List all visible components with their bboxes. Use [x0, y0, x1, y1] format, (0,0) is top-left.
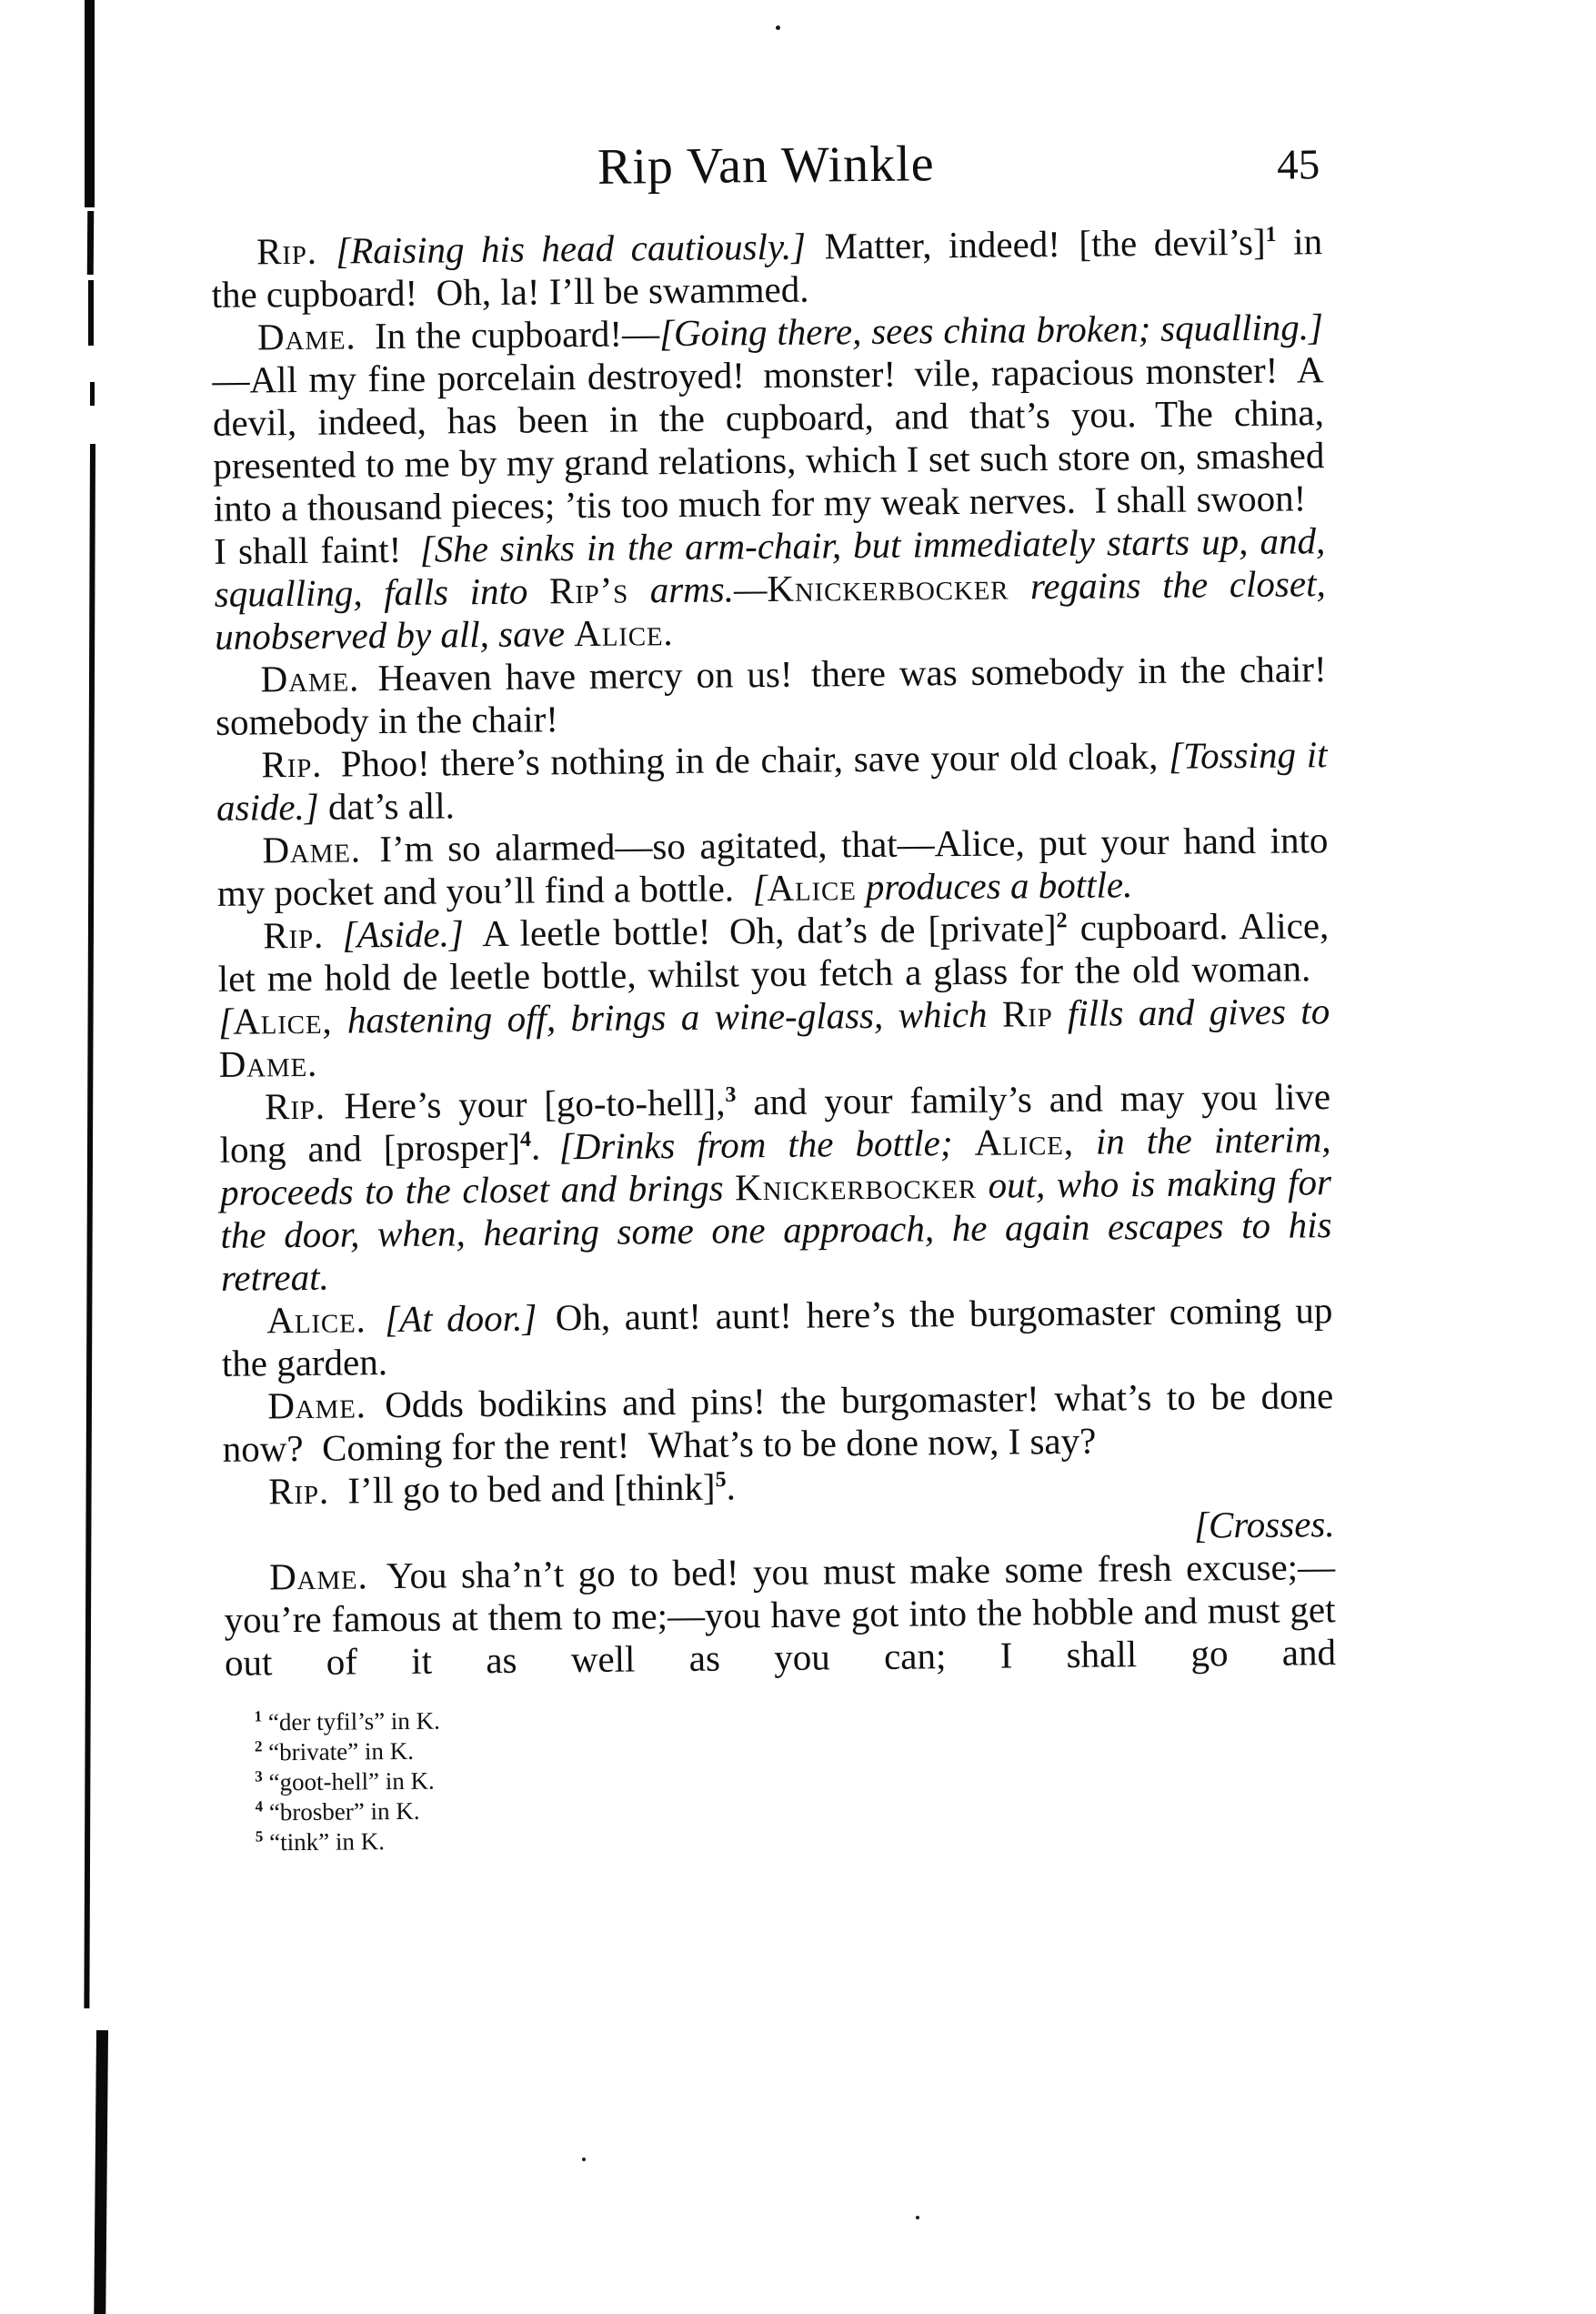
stage-direction: in the interim, proceeds to the closet and brings: [219, 1118, 1331, 1213]
play-paragraph: [217, 904, 1330, 1086]
footnote-marker: 2: [254, 1737, 263, 1756]
footnote-text: “brosber” in K.: [262, 1796, 420, 1826]
dialogue-text: [366, 1298, 385, 1340]
character-name: Rip’s: [548, 568, 629, 612]
stage-direction: regains the closet, unobserved by all, save: [214, 562, 1326, 658]
stage-direction: [At door.]: [384, 1296, 537, 1341]
dialogue-text: and your family’s and may you live long and [prosper]: [219, 1075, 1331, 1171]
dialogue-text: I’ll go to bed and [think]: [328, 1465, 716, 1512]
stage-direction: [Aside.]: [342, 912, 464, 956]
dialogue-text: in the cupboard! Oh, la! I’ll be swammed.: [211, 220, 1323, 316]
dialogue-text: .: [530, 1125, 560, 1168]
page-content: [210, 131, 1338, 1858]
dialogue-text: —All my fine porcelain destroyed! monster! vile, rapacious monster! A devil, indeed, has been in the cupboard, and that’s you. The china, presented to me by my grand relations, which I set such store on, smashed into a thousand pieces; ’tis too much for my weak nerves. I shall swoon! I shall faint!: [212, 348, 1326, 572]
character-name: Rip.: [261, 742, 323, 786]
dialogue-text: Odds bodikins and pins! the burgomaster! what’s to be done now? Coming for the rent! What’s to be done now, I say?: [222, 1374, 1334, 1470]
stage-direction: [: [752, 867, 768, 910]
character-name: Alice: [767, 866, 857, 910]
play-text: [211, 220, 1336, 1685]
character-name: Alice,: [974, 1120, 1074, 1163]
stage-direction: out, who is making for the door, when, hearing some one approach, he again escapes to his retreat.: [220, 1161, 1332, 1299]
footnote-marker: 3: [255, 1767, 263, 1786]
stage-direction: hastening off, brings a wine-glass, which: [332, 992, 1003, 1041]
binding-edge-line: [84, 444, 95, 2008]
dialogue-text: .: [726, 1465, 737, 1508]
character-name: Alice.: [266, 1298, 366, 1342]
dialogue-text: In the cupboard!—: [356, 312, 660, 357]
character-name: Rip.: [256, 229, 318, 273]
dialogue-text: I’m so alarmed—so agitated, that—Alice, put your hand into my pocket and you’ll find a bottle.: [216, 819, 1329, 914]
footnote-marker: 1: [1265, 223, 1277, 247]
footnote-text: “brivate” in K.: [262, 1736, 415, 1766]
stage-direction: produces a bottle.: [856, 863, 1133, 909]
play-paragraph: [219, 1075, 1332, 1300]
character-name: Knickerbocker: [734, 1163, 978, 1209]
ink-speck: [776, 25, 780, 30]
character-name: Dame.: [267, 1383, 366, 1427]
binding-edge-line: [94, 2030, 108, 2314]
dialogue-text: dat’s all.: [318, 784, 456, 828]
character-name: Dame.: [262, 828, 362, 871]
character-name: Dame.: [218, 1041, 318, 1085]
footnote-text: “der tyfil’s” in K.: [262, 1706, 440, 1736]
play-paragraph: [224, 1545, 1336, 1685]
binding-edge-line: [87, 211, 94, 275]
footnote-marker: 5: [715, 1467, 727, 1492]
footnote-marker: 1: [254, 1707, 263, 1725]
footnote-text: “tink” in K.: [263, 1827, 386, 1856]
stage-direction: [Tossing it aside.]: [216, 733, 1328, 829]
character-name: Dame.: [256, 315, 356, 358]
dialogue-text: cupboard. Alice, let me hold de leetle bottle, whilst you fetch a glass for the old woman.: [217, 904, 1330, 1000]
binding-edge-line: [85, 0, 95, 207]
play-paragraph: [216, 819, 1329, 915]
stage-direction: [Crosses.: [1193, 1503, 1335, 1546]
ink-speck: [916, 2216, 919, 2219]
play-paragraph: [211, 220, 1323, 317]
play-paragraph: [222, 1374, 1334, 1471]
footnote-marker: 4: [255, 1797, 264, 1816]
dialogue-text: [324, 914, 343, 956]
dialogue-text: Heaven have mercy on us! there was somebody in the chair! somebody in the chair!: [215, 648, 1327, 743]
character-name: Rip.: [263, 913, 325, 957]
stage-direction: [Going there, sees china broken; squalling.]: [658, 306, 1324, 355]
character-name: Knickerbocker: [767, 565, 1009, 610]
footnote-marker: 2: [1056, 909, 1068, 933]
character-name: Alice.: [574, 611, 674, 655]
dialogue-text: Here’s your [go-to-hell],: [325, 1081, 726, 1127]
footnote-marker: 5: [255, 1827, 264, 1846]
stage-direction: [: [218, 1000, 234, 1042]
footnote-marker: 4: [519, 1127, 532, 1152]
play-paragraph: [215, 648, 1327, 744]
character-name: Dame.: [268, 1554, 368, 1598]
dialogue-text: Oh, aunt! aunt! here’s the burgomaster coming up the garden.: [221, 1289, 1333, 1384]
stage-direction: arms.—: [627, 568, 768, 611]
dialogue-text: Phoo! there’s nothing in de chair, save your old cloak,: [321, 734, 1169, 785]
page-title: Rip Van Winkle: [597, 136, 935, 196]
dialogue-text: Matter, indeed! [the devil’s]: [805, 220, 1266, 267]
character-name: Rip.: [267, 1469, 330, 1513]
dialogue-text: [317, 230, 336, 272]
character-name: Dame.: [260, 657, 360, 700]
ink-speck: [582, 2158, 586, 2161]
page-header: [210, 131, 1322, 207]
play-paragraph: [212, 306, 1327, 659]
stage-direction: [Drinks from the bottle;: [558, 1121, 975, 1168]
play-paragraph: [216, 733, 1328, 830]
footnote-marker: 3: [725, 1082, 737, 1107]
play-paragraph: [221, 1289, 1333, 1385]
dialogue-text: You sha’n’t go to bed! you must make some fresh excuse;—you’re famous at them to me;—you have got into the hobble and must get out of it as well as you can; I shall go and: [224, 1545, 1337, 1684]
footnotes: [254, 1697, 1338, 1857]
character-name: Rip.: [264, 1084, 326, 1128]
character-name: Alice,: [233, 999, 333, 1042]
binding-edge-line: [90, 382, 95, 406]
page-number: 45: [1277, 141, 1320, 189]
stage-direction: [Raising his head cautiously.]: [336, 225, 807, 272]
dialogue-text: A leetle bottle! Oh, dat’s de [private]: [463, 907, 1057, 955]
stage-direction: fills and gives to: [1052, 990, 1330, 1035]
stage-direction: [She sinks in the arm-chair, but immediately starts up, and, squalling, falls into: [214, 519, 1326, 615]
footnote-text: “goot-hell” in K.: [262, 1766, 435, 1796]
binding-edge-line: [88, 280, 94, 346]
character-name: Rip: [1001, 992, 1053, 1035]
